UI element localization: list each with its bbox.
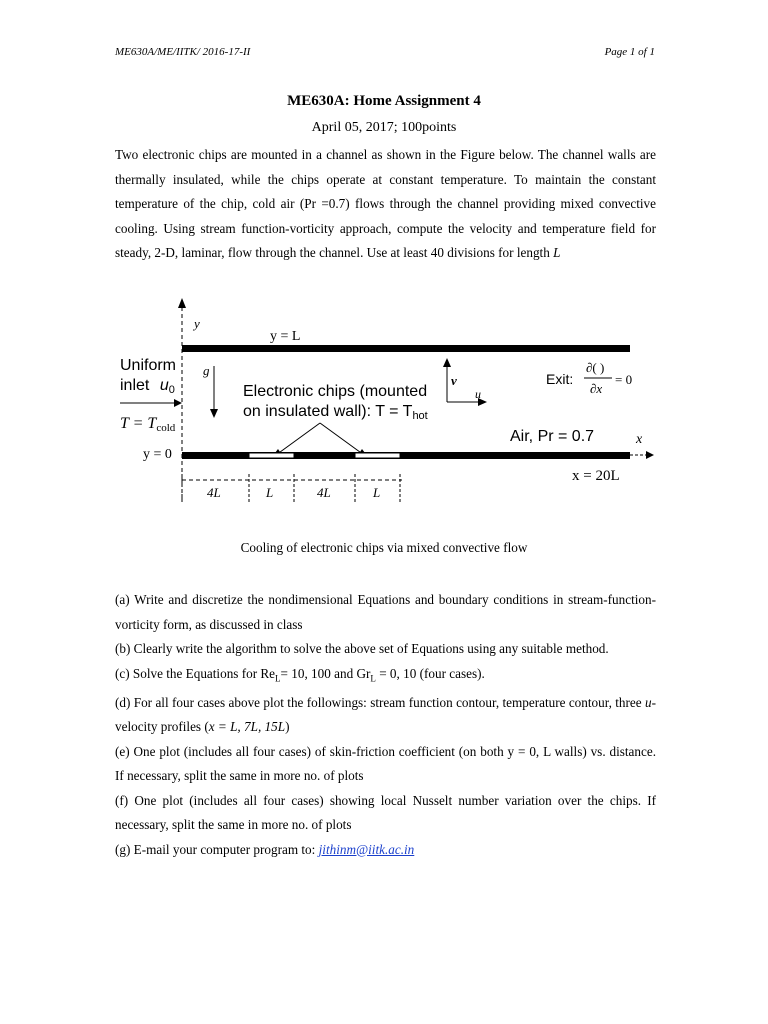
v-axis-head bbox=[443, 358, 451, 367]
gravity-label: g bbox=[203, 363, 210, 378]
dimension-label-1: 4L bbox=[207, 485, 221, 500]
task-f: (f) One plot (includes all four cases) showing local Nusselt number variation over the chips. If necessary, split the same in more no. of plots bbox=[115, 792, 656, 833]
header-page-number: Page 1 of 1 bbox=[604, 46, 655, 58]
chip-1 bbox=[249, 453, 294, 458]
x-axis-arrow bbox=[646, 451, 654, 459]
chips-label-line2: on insulated wall): T = Thot bbox=[243, 403, 428, 422]
assignment-date: April 05, 2017; 100points bbox=[311, 120, 457, 135]
chip-pointer-left bbox=[276, 423, 320, 455]
problem-length-symbol: L bbox=[553, 245, 561, 260]
gravity-arrow-head bbox=[210, 409, 218, 418]
task-a: (a) Write and discretize the nondimensional Equations and boundary conditions in stream-function-vorticity form, as discussed in class bbox=[115, 592, 656, 632]
exit-denominator: ∂x bbox=[590, 381, 603, 396]
email-link[interactable]: jithinm@iitk.ac.in bbox=[318, 841, 415, 857]
exit-label: Exit: bbox=[546, 371, 574, 387]
inlet-label-line2: inlet u0 bbox=[120, 377, 175, 396]
top-wall-label: y = L bbox=[270, 329, 301, 344]
problem-statement bbox=[115, 143, 656, 266]
task-c: (c) Solve the Equations for $Re_L= 10$, 100 and $Gr_L = 0$, 10 (four cases). bbox=[115, 665, 485, 684]
air-label: Air, Pr = 0.7 bbox=[510, 428, 595, 445]
inlet-label-line1: Uniform bbox=[120, 357, 177, 374]
channel-figure bbox=[112, 290, 660, 510]
chip-2 bbox=[355, 453, 400, 458]
chip-pointer-right bbox=[320, 423, 364, 455]
exit-equals: = 0 bbox=[615, 372, 633, 387]
exit-numerator: ∂( ) bbox=[586, 360, 605, 375]
y-axis-label: y bbox=[194, 316, 200, 331]
chips-label-line1: Electronic chips (mounted bbox=[243, 383, 428, 400]
dimension-label-2: L bbox=[266, 485, 274, 500]
assignment-title: ME630A: Home Assignment 4 bbox=[287, 93, 481, 109]
x-axis-label: x bbox=[636, 432, 643, 447]
problem-text: Two electronic chips are mounted in a channel as shown in the Figure below. The channel walls are thermally insulated, while the chips operate at constant temperature. To maintain the constant temperature of the chip, cold air (Pr =0.7) flows through the channel providing mixed convective cooling. Using stream function-vorticity approach, compute the velocity and temperature field for steady, 2-D, laminar, flow through the channel. Use at least 40 divisions for length bbox=[115, 147, 656, 260]
cold-temperature-label: T = Tcold bbox=[120, 415, 176, 434]
dimension-label-4: L bbox=[373, 485, 381, 500]
bottom-wall-label: y = 0 bbox=[143, 447, 172, 462]
header-course-code: ME630A/ME/IITK/ 2016-17-II bbox=[115, 46, 251, 58]
u-label: u bbox=[475, 387, 481, 401]
figure-caption: Cooling of electronic chips via mixed convective flow bbox=[240, 540, 528, 555]
task-d: (d) For all four cases above plot the followings: stream function contour, temperature contour, three u-velocity profiles (x = L, 7L, 15L) bbox=[115, 694, 656, 735]
v-label: v bbox=[451, 373, 457, 388]
top-wall bbox=[182, 345, 630, 352]
task-e: (e) One plot (includes all four cases) of skin-friction coefficient (on both y = 0, L walls) vs. distance. If necessary, split the same in more no. of plots bbox=[115, 743, 656, 784]
dimension-label-3: 4L bbox=[317, 485, 331, 500]
inlet-arrow-head bbox=[174, 399, 182, 407]
channel-end-label: x = 20L bbox=[572, 468, 620, 484]
task-b: (b) Clearly write the algorithm to solve the above set of Equations using any suitable method. bbox=[115, 641, 609, 656]
task-list bbox=[115, 588, 656, 862]
y-axis-arrow bbox=[178, 298, 186, 308]
task-g: (g) E-mail your computer program to: jithinm@iitk.ac.in bbox=[115, 841, 415, 857]
